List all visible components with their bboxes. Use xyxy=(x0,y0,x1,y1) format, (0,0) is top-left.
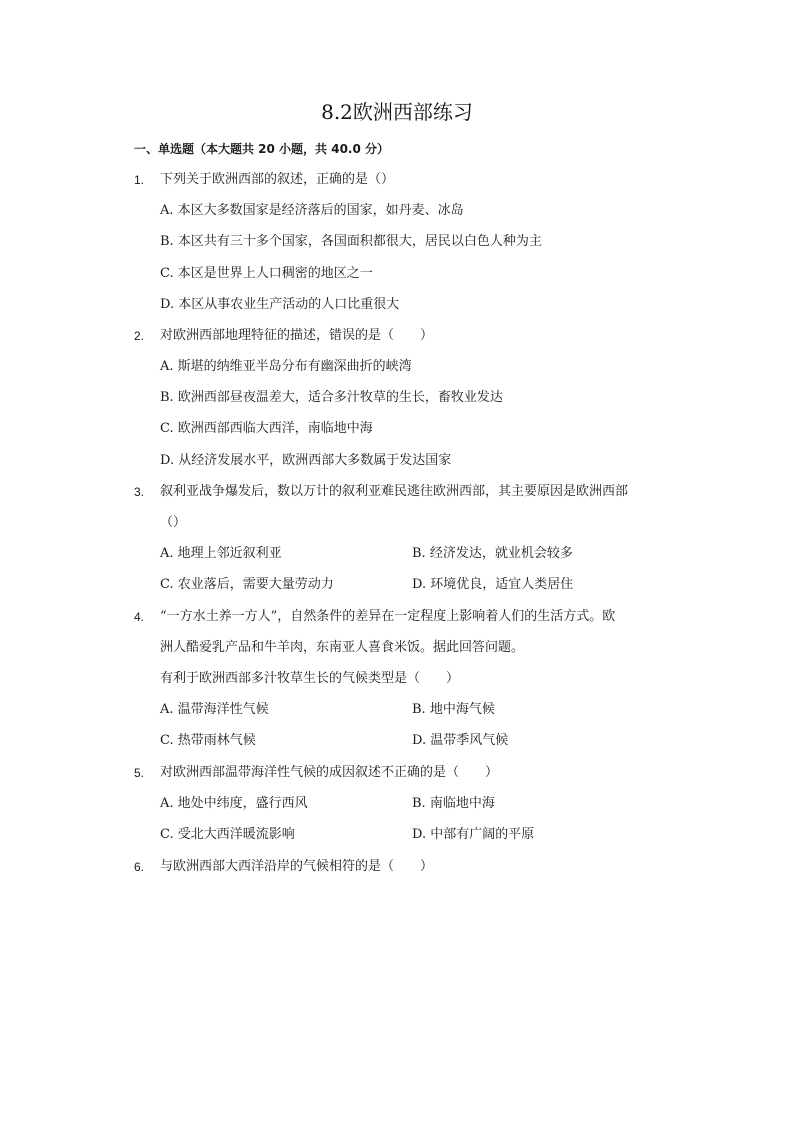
option-1b[interactable]: B. 本区共有三十多个国家，各国面积都很大，居民以白色人种为主 xyxy=(160,234,542,249)
question-stem: 下列关于欧洲西部的叙述，正确的是（） xyxy=(160,172,395,187)
option-1c[interactable]: C. 本区是世界上人口稠密的地区之一 xyxy=(160,266,373,281)
question-stem-continued: 洲人酷爱乳产品和牛羊肉，东南亚人喜食米饭。据此回答问题。 xyxy=(160,640,525,655)
page-title: 8.2欧洲西部练习 xyxy=(321,100,473,124)
question-stem: 对欧洲西部温带海洋性气候的成因叙述不正确的是（ ） xyxy=(160,765,499,780)
option-5b[interactable]: B. 南临地中海 xyxy=(412,796,495,811)
question-stem: “一方水土养一方人”，自然条件的差异在一定程度上影响着人们的生活方式。欧 xyxy=(160,609,616,624)
option-2d[interactable]: D. 从经济发展水平，欧洲西部大多数属于发达国家 xyxy=(160,453,452,468)
option-2c[interactable]: C. 欧洲西部西临大西洋，南临地中海 xyxy=(160,421,373,436)
option-4c[interactable]: C. 热带雨林气候 xyxy=(160,733,256,748)
question-number: 3. xyxy=(134,485,145,499)
option-3d[interactable]: D. 环境优良，适宜人类居住 xyxy=(412,577,574,592)
option-3c[interactable]: C. 农业落后，需要大量劳动力 xyxy=(160,577,334,592)
option-3b[interactable]: B. 经济发达，就业机会较多 xyxy=(412,546,573,561)
question-number: 1. xyxy=(134,173,145,187)
question-number: 6. xyxy=(134,860,145,874)
option-3a[interactable]: A. 地理上邻近叙利亚 xyxy=(160,546,282,561)
option-4d[interactable]: D. 温带季风气候 xyxy=(412,733,509,748)
option-5a[interactable]: A. 地处中纬度，盛行西风 xyxy=(160,796,308,811)
option-4b[interactable]: B. 地中海气候 xyxy=(412,702,495,717)
question-number: 2. xyxy=(134,329,145,343)
option-2a[interactable]: A. 斯堪的纳维亚半岛分布有幽深曲折的峡湾 xyxy=(160,359,412,374)
question-stem-continued: （） xyxy=(160,515,187,530)
question-number: 5. xyxy=(134,766,145,780)
question-sub-stem: 有利于欧洲西部多汁牧草生长的气候类型是（ ） xyxy=(160,671,460,686)
question-stem: 与欧洲西部大西洋沿岸的气候相符的是（ ） xyxy=(160,859,434,874)
section-heading: 一、单选题（本大题共 20 小题，共 40.0 分） xyxy=(134,142,390,156)
option-1d[interactable]: D. 本区从事农业生产活动的人口比重很大 xyxy=(160,297,400,312)
question-number: 4. xyxy=(134,610,145,624)
question-stem: 叙利亚战争爆发后，数以万计的叙利亚难民逃往欧洲西部，其主要原因是欧洲西部 xyxy=(160,484,629,499)
option-4a[interactable]: A. 温带海洋性气候 xyxy=(160,702,269,717)
option-2b[interactable]: B. 欧洲西部昼夜温差大，适合多汁牧草的生长，畜牧业发达 xyxy=(160,390,503,405)
question-stem: 对欧洲西部地理特征的描述，错误的是（ ） xyxy=(160,328,434,343)
option-5d[interactable]: D. 中部有广阔的平原 xyxy=(412,827,535,842)
option-1a[interactable]: A. 本区大多数国家是经济落后的国家，如丹麦、冰岛 xyxy=(160,203,464,218)
option-5c[interactable]: C. 受北大西洋暖流影响 xyxy=(160,827,295,842)
